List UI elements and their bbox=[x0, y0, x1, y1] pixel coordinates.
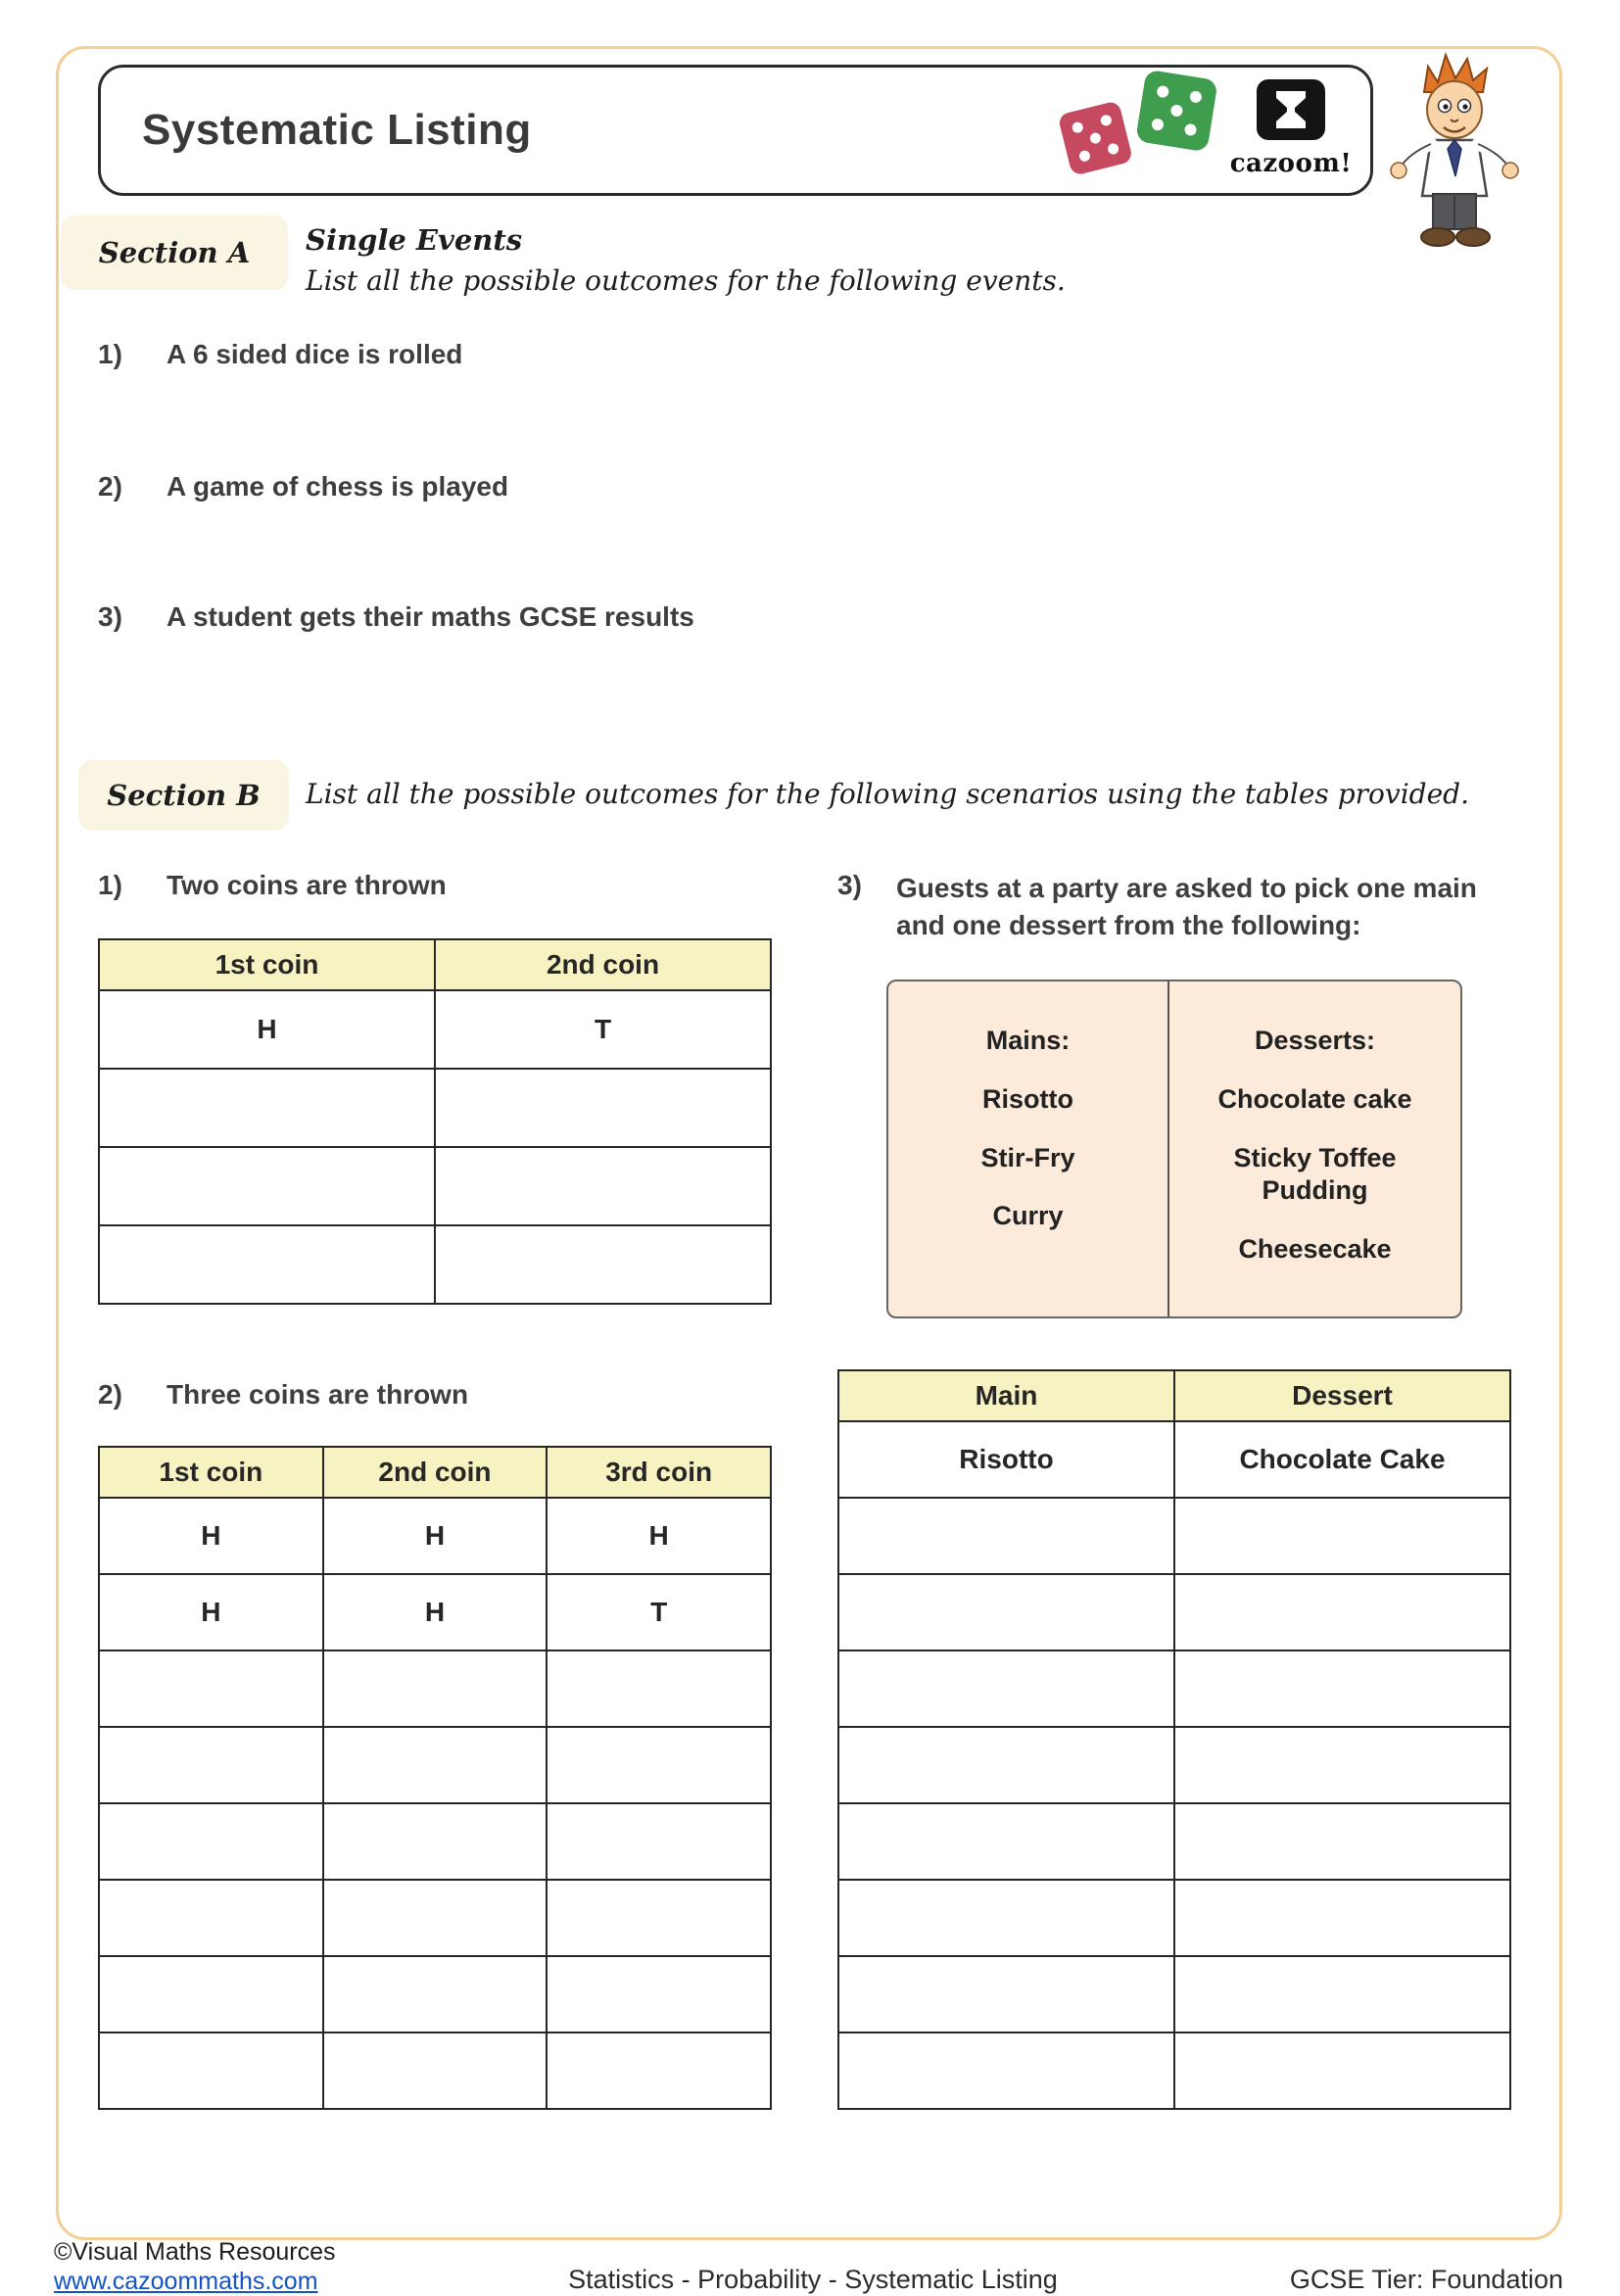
menu-item: Chocolate cake bbox=[1217, 1083, 1412, 1114]
section-b-label: Section B bbox=[107, 779, 261, 812]
question-text: A 6 sided dice is rolled bbox=[167, 339, 463, 369]
table-cell-empty bbox=[1174, 2033, 1510, 2109]
desserts-column bbox=[1169, 981, 1460, 1316]
column-header: 1st coin bbox=[99, 1447, 323, 1498]
main-dessert-table bbox=[837, 1369, 1511, 2110]
three-coins-table bbox=[98, 1446, 772, 2110]
column-header: 2nd coin bbox=[323, 1447, 548, 1498]
table-row bbox=[838, 1498, 1510, 1574]
menu-item: Cheesecake bbox=[1238, 1234, 1392, 1264]
table-cell-empty bbox=[838, 1727, 1174, 1803]
table-cell: H bbox=[323, 1574, 548, 1650]
table-row bbox=[99, 1956, 771, 2033]
footer-copyright: ©Visual Maths Resources bbox=[54, 2238, 336, 2266]
table-cell: H bbox=[99, 1498, 323, 1574]
section-a-heading: Single Events bbox=[306, 223, 523, 257]
table-cell-empty bbox=[547, 1727, 771, 1803]
question-text: Two coins are thrown bbox=[167, 870, 447, 900]
table-cell-empty bbox=[323, 1650, 548, 1727]
column-header: 2nd coin bbox=[435, 939, 771, 990]
section-b-badge bbox=[78, 760, 289, 831]
red-die-icon bbox=[1053, 95, 1139, 185]
cazoom-logo-mark bbox=[1255, 77, 1327, 142]
table-row bbox=[838, 1421, 1510, 1498]
table-cell-empty bbox=[838, 2033, 1174, 2109]
table-cell-empty bbox=[323, 1880, 548, 1956]
table-cell-empty bbox=[838, 1650, 1174, 1727]
menu-item: Curry bbox=[992, 1201, 1064, 1231]
table-cell-empty bbox=[547, 1956, 771, 2033]
question-a2 bbox=[98, 471, 508, 502]
section-a-heading-block bbox=[306, 223, 1066, 297]
table-cell-empty bbox=[323, 2033, 548, 2109]
table-cell-empty bbox=[547, 1880, 771, 1956]
table-cell-empty bbox=[1174, 1803, 1510, 1880]
question-number: 2) bbox=[98, 471, 122, 502]
question-number: 1) bbox=[98, 870, 122, 900]
table-row bbox=[99, 1803, 771, 1880]
menu-item: Sticky Toffee Pudding bbox=[1233, 1142, 1397, 1206]
column-header: Dessert bbox=[1174, 1370, 1510, 1421]
question-number: 3) bbox=[837, 870, 862, 900]
table-cell-empty bbox=[838, 1956, 1174, 2033]
cartoon-character-illustration bbox=[1379, 47, 1532, 260]
table-cell: H bbox=[99, 1574, 323, 1650]
column-header: 3rd coin bbox=[547, 1447, 771, 1498]
question-b1 bbox=[98, 870, 447, 901]
table-cell-empty bbox=[838, 1803, 1174, 1880]
table-cell-empty bbox=[99, 1880, 323, 1956]
table-cell-empty bbox=[838, 1574, 1174, 1650]
footer-topic: Statistics - Probability - Systematic Listing bbox=[568, 2265, 1058, 2294]
column-header: Main bbox=[838, 1370, 1174, 1421]
table-header-row bbox=[99, 1447, 771, 1498]
table-cell-empty bbox=[99, 1069, 435, 1147]
column-header: 1st coin bbox=[99, 939, 435, 990]
table-cell-empty bbox=[1174, 1498, 1510, 1574]
section-a-badge bbox=[61, 215, 288, 290]
table-cell: Risotto bbox=[838, 1421, 1174, 1498]
table-cell-empty bbox=[838, 1880, 1174, 1956]
table-cell-empty bbox=[435, 1069, 771, 1147]
question-text: A student gets their maths GCSE results bbox=[167, 601, 694, 632]
question-b2 bbox=[98, 1379, 468, 1411]
table-cell-empty bbox=[1174, 1880, 1510, 1956]
mains-title: Mains: bbox=[985, 1026, 1071, 1055]
table-cell-empty bbox=[838, 1498, 1174, 1574]
table-cell-empty bbox=[99, 1803, 323, 1880]
table-row bbox=[838, 1650, 1510, 1727]
table-cell: T bbox=[547, 1574, 771, 1650]
table-cell: H bbox=[323, 1498, 548, 1574]
table-cell-empty bbox=[547, 1650, 771, 1727]
question-b3 bbox=[837, 870, 1499, 944]
question-text: Guests at a party are asked to pick one main and one dessert from the following: bbox=[896, 873, 1477, 940]
table-cell-empty bbox=[323, 1803, 548, 1880]
table-row bbox=[99, 990, 771, 1069]
table-row bbox=[838, 2033, 1510, 2109]
cazoom-logo bbox=[1227, 77, 1355, 178]
footer-tier: GCSE Tier: Foundation bbox=[1289, 2265, 1563, 2294]
green-die-icon bbox=[1129, 64, 1224, 163]
section-b-instruction: List all the possible outcomes for the following scenarios using the tables provided. bbox=[306, 778, 1469, 810]
header-box bbox=[98, 65, 1373, 196]
table-cell-empty bbox=[99, 1650, 323, 1727]
section-a-instruction: List all the possible outcomes for the following events. bbox=[306, 264, 1066, 297]
table-cell: H bbox=[99, 990, 435, 1069]
table-row bbox=[99, 1069, 771, 1147]
table-row bbox=[99, 1147, 771, 1225]
menu-item: Stir-Fry bbox=[980, 1142, 1075, 1172]
question-text: Three coins are thrown bbox=[167, 1379, 469, 1410]
footer-website-link[interactable]: www.cazoommaths.com bbox=[54, 2268, 318, 2295]
table-cell-empty bbox=[547, 1803, 771, 1880]
table-cell-empty bbox=[99, 1956, 323, 2033]
table-cell-empty bbox=[1174, 1727, 1510, 1803]
table-row bbox=[838, 1956, 1510, 2033]
table-row bbox=[838, 1727, 1510, 1803]
table-header-row bbox=[838, 1370, 1510, 1421]
menu-options-box bbox=[886, 980, 1462, 1318]
table-cell: Chocolate Cake bbox=[1174, 1421, 1510, 1498]
table-cell-empty bbox=[323, 1727, 548, 1803]
table-row bbox=[99, 1574, 771, 1650]
section-a-label: Section A bbox=[98, 236, 251, 269]
table-cell-empty bbox=[99, 1727, 323, 1803]
table-cell: H bbox=[547, 1498, 771, 1574]
table-row bbox=[99, 1498, 771, 1574]
question-number: 2) bbox=[98, 1379, 122, 1410]
table-row bbox=[838, 1803, 1510, 1880]
table-cell-empty bbox=[99, 1147, 435, 1225]
table-cell-empty bbox=[435, 1225, 771, 1304]
menu-item: Risotto bbox=[982, 1083, 1073, 1114]
table-cell-empty bbox=[1174, 1650, 1510, 1727]
question-a3 bbox=[98, 601, 694, 633]
question-number: 3) bbox=[98, 601, 122, 632]
page-title: Systematic Listing bbox=[142, 106, 532, 154]
two-coins-table bbox=[98, 938, 772, 1305]
table-cell-empty bbox=[547, 2033, 771, 2109]
table-cell-empty bbox=[323, 1956, 548, 2033]
table-row bbox=[99, 1650, 771, 1727]
table-cell-empty bbox=[435, 1147, 771, 1225]
question-a1 bbox=[98, 339, 462, 370]
table-row bbox=[838, 1574, 1510, 1650]
mains-column bbox=[888, 981, 1169, 1316]
table-cell: T bbox=[435, 990, 771, 1069]
table-cell-empty bbox=[99, 1225, 435, 1304]
table-row bbox=[838, 1880, 1510, 1956]
cazoom-logo-text: cazoom! bbox=[1229, 149, 1353, 178]
question-text: A game of chess is played bbox=[167, 471, 509, 502]
desserts-title: Desserts: bbox=[1254, 1026, 1376, 1055]
table-header-row bbox=[99, 939, 771, 990]
table-row bbox=[99, 1225, 771, 1304]
table-cell-empty bbox=[1174, 1956, 1510, 2033]
table-cell-empty bbox=[1174, 1574, 1510, 1650]
table-row bbox=[99, 1880, 771, 1956]
question-number: 1) bbox=[98, 339, 122, 369]
table-row bbox=[99, 2033, 771, 2109]
table-row bbox=[99, 1727, 771, 1803]
table-cell-empty bbox=[99, 2033, 323, 2109]
